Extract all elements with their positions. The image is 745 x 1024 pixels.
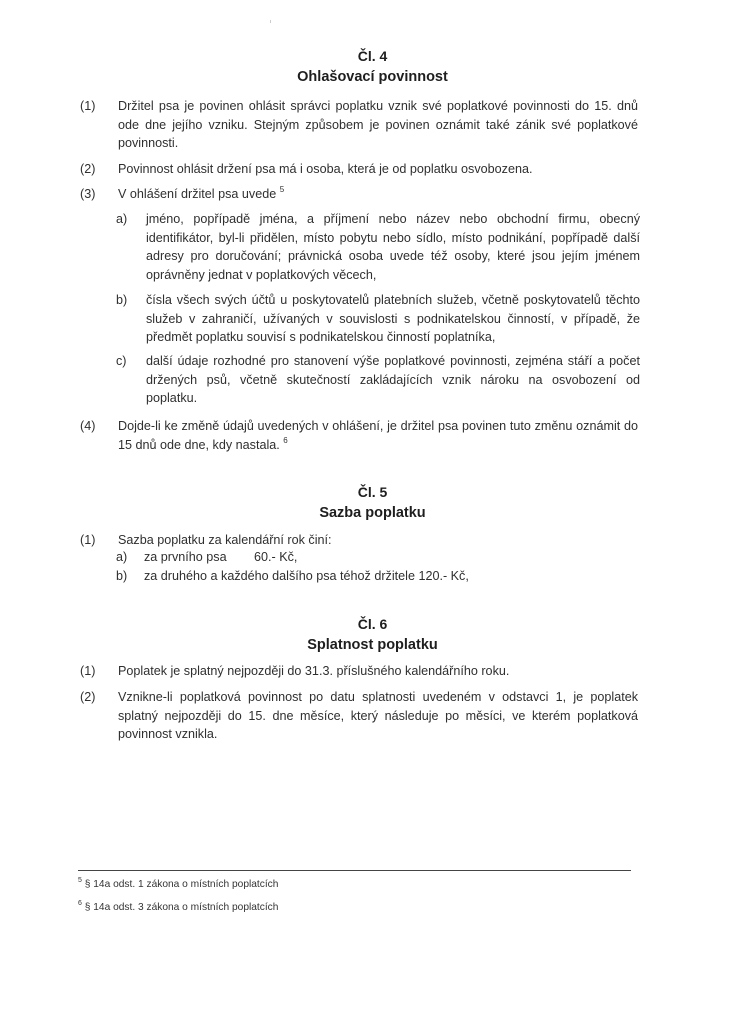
footnote-text: § 14a odst. 3 zákona o místních poplatcích xyxy=(84,902,279,913)
item-letter: b) xyxy=(116,569,128,583)
footnote-separator xyxy=(78,870,631,871)
footnote-mark: 6 xyxy=(78,900,82,907)
paragraph-number: (2) xyxy=(80,162,96,176)
item-text: čísla všech svých účtů u poskytovatelů platebních služeb, včetně poskytovatelů těchto služeb v zahraničí, užívaných v souvislosti s podnikatelskou činností, v případě, že předmět poplatku souvisí s podnikatelskou činností poplatníka, xyxy=(146,293,640,345)
paragraph-text: Dojde-li ke změně údajů uvedených v ohlášení, je držitel psa povinen tuto změnu oznámit do 15 dnů ode dne, kdy nastala. xyxy=(118,419,638,452)
paragraph-number: (1) xyxy=(80,99,96,113)
paragraph-text: Vznikne-li poplatková povinnost po datu splatnosti uvedeném v odstavci 1, je poplatek splatný nejpozději do 15. dne měsíce, který následuje po měsíci, ve kterém poplatková povinnost vznikla. xyxy=(118,690,638,742)
footnote-text: § 14a odst. 1 zákona o místních poplatcích xyxy=(84,879,279,890)
paragraph-text: Povinnost ohlásit držení psa má i osoba, která je od poplatku osvobozena. xyxy=(118,162,533,176)
rate-label: za druhého a každého dalšího psa téhož držitele xyxy=(144,569,415,583)
article-5-title: Sazba poplatku xyxy=(319,505,426,521)
article-5-number: Čl. 5 xyxy=(357,484,388,500)
paragraph-text: Poplatek je splatný nejpozději do 31.3. příslušného kalendářního roku. xyxy=(118,664,510,678)
paragraph-number: (4) xyxy=(80,419,96,433)
item-text: jméno, popřípadě jména, a příjmení nebo název nebo obchodní firmu, obecný identifikátor, byl-li přidělen, místo pobytu nebo sídlo, místo podnikání, popřípadě další adresy pro doručování; právnická osoba uvede též osoby, které jsou jejím jménem oprávněny jednat v poplatkových věcech, xyxy=(146,212,640,282)
paragraph-number: (1) xyxy=(80,533,96,547)
item-letter: a) xyxy=(116,550,128,564)
footnote-ref: 5 xyxy=(279,185,285,194)
paragraph-number: (2) xyxy=(80,690,96,704)
item-text: další údaje rozhodné pro stanovení výše poplatkové povinnosti, zejména stáří a počet držených psů, včetně skutečností zakládajících vznik nároku na osvobození od poplatku. xyxy=(146,354,640,406)
article-4-number: Čl. 4 xyxy=(357,48,388,64)
rate-value: 60.- Kč, xyxy=(254,550,298,564)
footnote-5 xyxy=(78,879,278,890)
paragraph-number: (3) xyxy=(80,187,96,201)
rate-label: za prvního psa xyxy=(144,550,227,564)
item-letter: a) xyxy=(116,212,128,226)
footnote-mark: 5 xyxy=(78,877,82,884)
article-4-title: Ohlašovací povinnost xyxy=(297,69,448,85)
item-letter: c) xyxy=(116,354,127,368)
scan-mark xyxy=(270,20,271,23)
article-6-title: Splatnost poplatku xyxy=(307,637,438,653)
rate-value: 120.- Kč, xyxy=(418,569,469,583)
item-letter: b) xyxy=(116,293,128,307)
footnote-ref: 6 xyxy=(283,435,288,445)
paragraph-text: Sazba poplatku za kalendářní rok činí: xyxy=(118,533,332,547)
paragraph-text: V ohlášení držitel psa uvede xyxy=(118,187,277,201)
paragraph-text: Držitel psa je povinen ohlásit správci poplatku vznik své poplatkové povinnosti do 15. dnů ode dne jejího vzniku. Stejným způsobem je povinen oznámit také zánik své poplatkové povinnosti. xyxy=(118,99,638,151)
article-6-number: Čl. 6 xyxy=(357,616,388,632)
footnote-6 xyxy=(78,902,278,913)
paragraph-number: (1) xyxy=(80,664,96,678)
